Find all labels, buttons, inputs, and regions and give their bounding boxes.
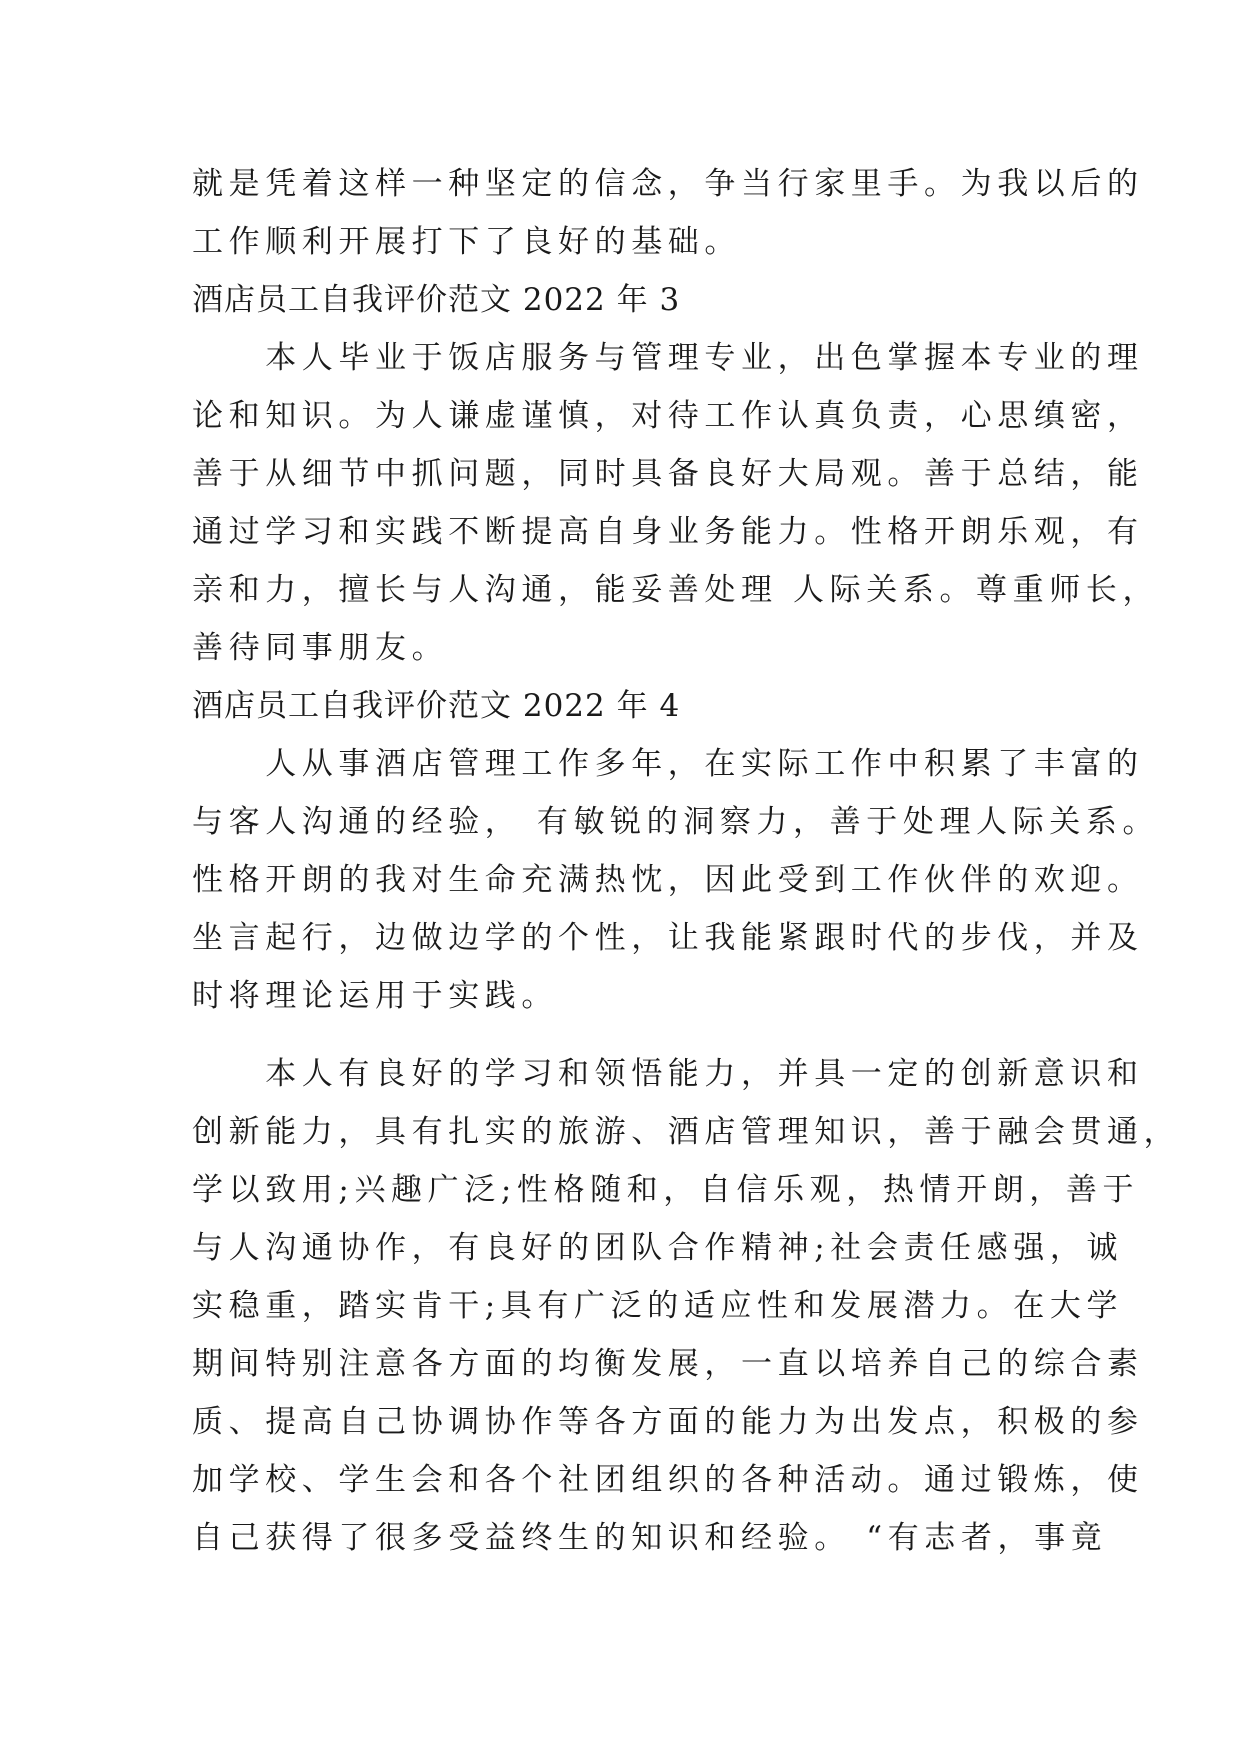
text-line: 人从事酒店管理工作多年，在实际工作中积累了丰富的 [192,746,1144,782]
text-line: 加学校、学生会和各个社团组织的各种活动。通过锻炼，使 [192,1462,1144,1498]
text-line: 善待同事朋友。 [192,630,449,666]
text-line: 论和知识。为人谦虚谨慎，对待工作认真负责，心思缜密， [192,398,1144,434]
text-line: 性格开朗的我对生命充满热忱，因此受到工作伙伴的欢迎。 [192,862,1144,898]
text-line: 质、提高自己协调协作等各方面的能力为出发点，积极的参 [192,1404,1144,1440]
text-line: 学以致用;兴趣广泛;性格随和，自信乐观，热情开朗，善于 [192,1172,1140,1208]
text-line: 创新能力，具有扎实的旅游、酒店管理知识，善于融会贯通， [192,1114,1181,1150]
text-line: 本人毕业于饭店服务与管理专业，出色掌握本专业的理 [192,340,1144,376]
text-line: 自己获得了很多受益终生的知识和经验。 “有志者，事竟 [192,1520,1108,1556]
text-line: 时将理论运用于实践。 [192,978,558,1014]
section-2-tail [192,155,1144,271]
section-heading-4: 酒店员工自我评价范文 2022 年 4 [192,688,681,724]
section-3-body [192,329,1160,677]
text-line: 亲和力，擅长与人沟通，能妥善处理 人际关系。尊重师长， [192,572,1160,608]
text-line: 坐言起行，边做边学的个性，让我能紧跟时代的步伐，并及 [192,920,1144,956]
text-line: 通过学习和实践不断提高自身业务能力。性格开朗乐观，有 [192,514,1144,550]
text-line: 就是凭着这样一种坚定的信念，争当行家里手。为我以后的 [192,166,1144,202]
document-content [192,155,1181,1567]
text-line: 与人沟通协作，有良好的团队合作精神;社会责任感强，诚 [192,1230,1124,1266]
text-line: 期间特别注意各方面的均衡发展，一直以培养自己的综合素 [192,1346,1144,1382]
text-line: 实稳重，踏实肯干;具有广泛的适应性和发展潜力。在大学 [192,1288,1124,1324]
section-4-paragraph-1 [192,735,1160,1025]
section-heading-3: 酒店员工自我评价范文 2022 年 3 [192,282,681,318]
paragraph-gap [192,1025,1052,1045]
section-4-paragraph-2 [192,1045,1181,1567]
text-line: 善于从细节中抓问题，同时具备良好大局观。善于总结，能 [192,456,1144,492]
text-line: 本人有良好的学习和领悟能力，并具一定的创新意识和 [192,1056,1144,1092]
text-line: 工作顺利开展打下了良好的基础。 [192,224,741,260]
text-line: 与客人沟通的经验， 有敏锐的洞察力，善于处理人际关系。 [192,804,1160,840]
